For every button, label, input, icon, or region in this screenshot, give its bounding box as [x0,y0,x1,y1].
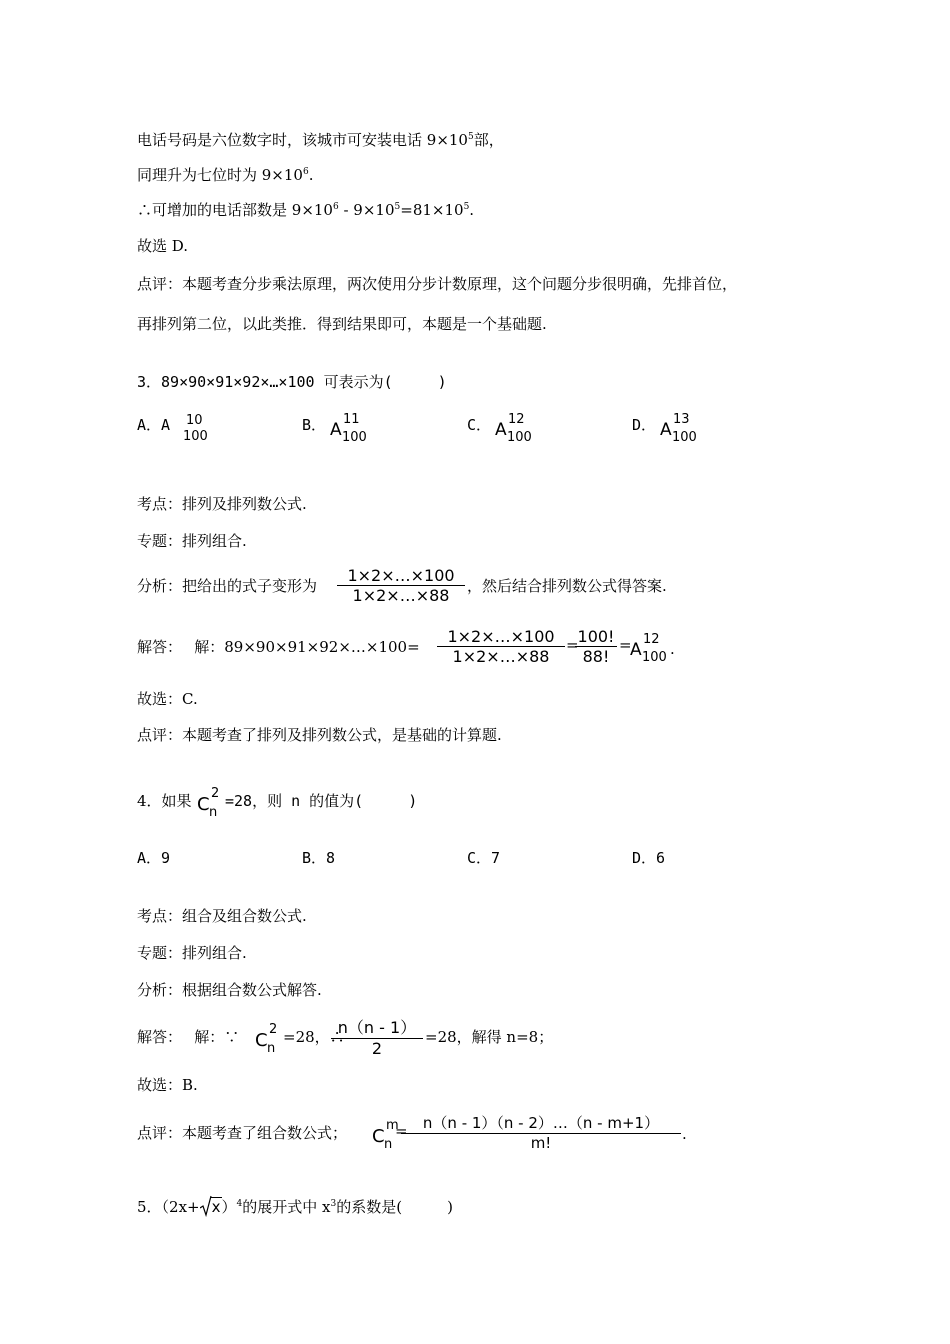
sqrt [200,1198,222,1216]
denominator: 88! [582,647,610,666]
fenxi-label: 分析：把给出的式子变形为 [137,577,318,595]
subscript: n [384,1137,393,1152]
text: 同理升为七位时为 9×10 [137,166,303,184]
symbol-letter: C [372,1126,385,1147]
option-d: D．6 [632,849,666,867]
comb-symbol [372,1118,399,1152]
text: 部， [473,131,504,149]
perm-symbol [660,412,697,445]
answer-line: 故选：C. [137,690,198,708]
denominator: 1×2×…×88 [352,586,450,605]
superscript: 2 [211,786,220,801]
question-5-stem [137,1196,453,1217]
symbol-letter: A [330,420,342,440]
text: . [469,201,475,219]
option-a-sup: 10 [186,413,203,428]
equals: = [395,1122,408,1140]
exponent: 3 [330,1199,337,1209]
option-b-label: B． [302,416,327,434]
text-line [137,130,504,150]
text: ） [221,1198,237,1216]
superscript: 12 [508,412,525,427]
superscript: 12 [643,632,660,647]
symbol-letter: A [630,640,642,660]
text-line [137,165,313,185]
option-d-label: D． [632,416,657,434]
period: . [682,1125,687,1143]
exponent: 5 [467,132,474,142]
option-a: A．9 [137,849,171,867]
fraction [331,1015,423,1058]
jieda-mid: =28，∴ [283,1028,345,1046]
option-a-label: A．A [137,416,171,434]
equals: = [566,636,579,654]
text: 的展开式中 x [242,1198,331,1216]
jieda-label: 解答： 解：89×90×91×92×…×100= [137,638,420,656]
text: 电话号码是六位数字时，该城市可安装电话 9×10 [137,131,468,149]
subscript: n [267,1041,276,1056]
text: . [308,166,314,184]
symbol-letter: A [495,420,507,440]
comb-symbol [197,786,220,820]
text-line [137,200,474,220]
option-b: B．8 [302,849,336,867]
symbol-letter: C [197,794,210,815]
answer-line: 故选 D. [137,237,189,255]
subscript: 100 [672,430,697,445]
fenxi-line: 分析：根据组合数公式解答. [137,981,322,999]
numerator: n（n - 1）（n - 2）…（n - m+1） [422,1114,660,1132]
perm-symbol [630,632,667,665]
numerator: n（n - 1） [337,1018,417,1037]
superscript: 11 [343,412,360,427]
fraction [337,566,465,605]
jieda-tail: =28，解得 n=8； [425,1028,554,1046]
numerator: 100! [577,627,615,646]
period: . [670,640,675,658]
comment-line: 点评：本题考查了排列及排列数公式，是基础的计算题. [137,726,502,744]
text: =81×10 [400,201,464,219]
answer-line: 故选：B. [137,1076,198,1094]
option-c-label: C． [467,416,492,434]
denominator: 2 [371,1039,383,1058]
kaodian-line: 考点：组合及组合数公式. [137,907,307,925]
radicand: x [211,1198,221,1216]
option-c: C．7 [467,849,501,867]
subscript: 100 [342,430,367,445]
fraction [437,627,565,666]
subscript: 100 [642,650,667,665]
superscript: m [386,1118,399,1133]
exponent: 5 [463,202,470,212]
equals: = [619,636,632,654]
numerator: 1×2×…×100 [447,627,555,646]
denominator: 1×2×…×88 [452,647,550,666]
perm-symbol [495,412,532,445]
question-3-stem: 3．89×90×91×92×…×100 可表示为( ) [137,373,447,391]
question-4-stem-start: 4．如果 [137,792,192,810]
dianping-label: 点评：本题考查了组合数公式； [137,1124,348,1142]
jieda-label: 解答： 解：∵ [137,1028,240,1046]
symbol-letter: A [660,420,672,440]
radical-sign-icon [200,1195,212,1217]
text: 的系数是( ) [336,1198,453,1216]
fraction [401,1112,681,1152]
denominator: m! [530,1134,552,1152]
zhuanti-line: 专题：排列组合. [137,944,247,962]
option-a-sub: 100 [183,429,208,444]
superscript: 2 [269,1022,278,1037]
exponent: 6 [302,167,309,177]
exponent: 6 [332,202,339,212]
subscript: n [209,805,218,820]
comment-line: 点评：本题考查分步乘法原理，两次使用分步计数原理，这个问题分步很明确，先排首位， [137,275,738,293]
comb-symbol [255,1022,278,1056]
numerator: 1×2×…×100 [347,566,455,585]
kaodian-line: 考点：排列及排列数公式. [137,495,307,513]
fraction [575,627,617,666]
text: - 9×10 [338,201,395,219]
perm-symbol [330,412,367,445]
question-4-stem-end: =28，则 n 的值为( ) [225,792,418,810]
symbol-letter: C [255,1030,268,1051]
text: ∴可增加的电话部数是 9×10 [137,201,333,219]
exponent: 4 [236,1199,243,1209]
superscript: 13 [673,412,690,427]
exponent: 5 [394,202,401,212]
comment-line: 再排列第二位，以此类推．得到结果即可，本题是一个基础题. [137,315,547,333]
subscript: 100 [507,430,532,445]
text: 5．（2x+ [137,1198,200,1216]
zhuanti-line: 专题：排列组合. [137,532,247,550]
fenxi-tail: ，然后结合排列数公式得答案. [467,577,667,595]
